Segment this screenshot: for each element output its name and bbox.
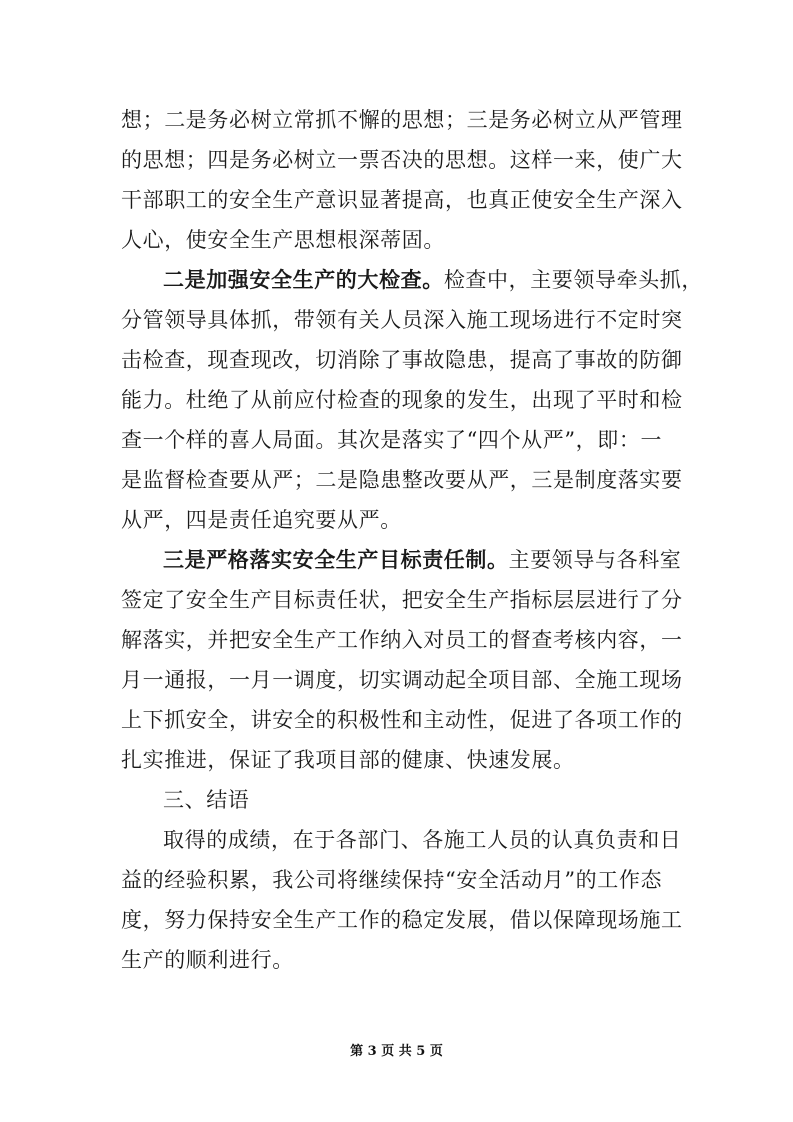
text-segment: 想；二是务必树立常抓不懈的思想；三是务必树立从严管理 [121,108,683,132]
text-line [121,220,445,260]
text-line [121,340,683,380]
text-line [163,820,681,860]
text-segment: 查一个样的喜人局面。其次是落实了“四个从严”，即：一 [121,428,663,452]
bold-lead-phrase: 二是加强安全生产的大检查。 [163,267,444,292]
text-segment: 取得的成绩，在于各部门、各施工人员的认真负责和日 [163,828,682,852]
text-line [121,300,683,340]
text-segment: 干部职工的安全生产意识显著提高，也真正使安全生产深入 [121,188,683,212]
text-line [121,660,683,700]
text-segment: 签定了安全生产目标责任状，把安全生产指标层层进行了分 [121,588,683,612]
text-segment: 击检查，现查现改，切消除了事故隐患，提高了事故的防御 [121,348,683,372]
text-line [163,540,681,580]
text-segment: 扎实推进，保证了我项目部的健康、快速发展。 [121,748,575,772]
text-line [121,580,683,620]
text-segment: 检查中，主要领导牵头抓， [443,268,704,292]
text-segment: 上下抓安全，讲安全的积极性和主动性，促进了各项工作的 [121,708,683,732]
text-line [121,700,683,740]
text-segment: 益的经验积累，我公司将继续保持“安全活动月”的工作态 [121,868,663,892]
text-line [121,420,662,460]
text-line [121,140,683,180]
text-segment: 度，努力保持安全生产工作的稳定发展，借以保障现场施工 [121,908,683,932]
text-line [121,460,683,500]
text-segment: 三、结语 [163,788,250,812]
text-segment: 从严，四是责任追究要从严。 [121,508,402,532]
text-line [121,940,294,980]
bold-lead-phrase: 三是严格落实安全生产目标责任制。 [163,547,509,572]
text-segment: 是监督检查要从严；二是隐患整改要从严，三是制度落实要 [121,468,683,492]
text-line [121,180,683,220]
text-segment: 主要领导与各科室 [508,548,682,572]
text-segment: 生产的顺利进行。 [121,948,294,972]
text-line [163,260,703,300]
text-segment: 的思想；四是务必树立一票否决的思想。这样一来，使广大 [121,148,683,172]
text-line [121,100,683,140]
text-line [121,380,683,420]
text-line [121,900,683,940]
text-line [121,500,402,540]
section-heading [163,780,249,820]
text-segment: 解落实，并把安全生产工作纳入对员工的督查考核内容，一 [121,628,683,652]
text-line [121,620,683,660]
text-line [121,860,662,900]
text-segment: 人心，使安全生产思想根深蒂固。 [121,228,445,252]
text-segment: 月一通报，一月一调度，切实调动起全项目部、全施工现场 [121,668,683,692]
text-segment: 分管领导具体抓，带领有关人员深入施工现场进行不定时突 [121,308,683,332]
text-line [121,740,575,780]
page-number-footer: 第 3 页 共 5 页 [350,1044,443,1059]
text-segment: 能力。杜绝了从前应付检查的现象的发生，出现了平时和检 [121,388,683,412]
